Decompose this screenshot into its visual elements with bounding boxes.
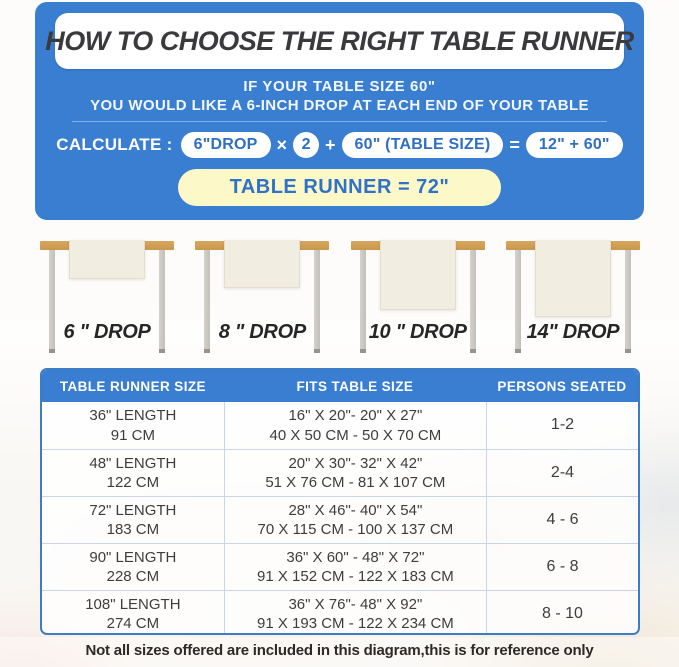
plus-operator: +	[325, 134, 336, 155]
column-header-fits-table: FITS TABLE SIZE	[296, 378, 414, 394]
runner-size-cell	[42, 402, 224, 449]
persons-seated-cell: 6 - 8	[486, 544, 638, 590]
runner-length-in: 36" LENGTH	[89, 407, 177, 424]
drop-pill: 6"DROP	[181, 132, 271, 158]
fits-table-cell	[224, 450, 486, 496]
table-runner	[380, 240, 456, 310]
fits-table-cell	[224, 402, 486, 449]
drop-label: 10 " DROP	[368, 321, 467, 343]
table-figure-6-drop	[40, 241, 174, 363]
fits-range-cm: 91 X 193 CM - 122 X 234 CM	[257, 615, 454, 632]
runner-size-cell	[42, 591, 224, 635]
table-row	[42, 402, 638, 449]
runner-size-cell	[42, 497, 224, 543]
column-header-runner-size: TABLE RUNNER SIZE	[59, 378, 206, 394]
runner-length-in: 48" LENGTH	[89, 454, 177, 472]
fits-range-cm: 91 X 152 CM - 122 X 183 CM	[257, 568, 454, 585]
runner-length-cm: 122 CM	[106, 474, 160, 491]
table-runner	[224, 240, 300, 288]
persons-seated-cell: 2-4	[486, 450, 638, 496]
title-box	[45, 13, 634, 69]
multiplier-badge: 2	[293, 132, 319, 158]
table-runner	[535, 240, 611, 317]
banner-divider	[72, 121, 607, 122]
runner-size-cell	[42, 544, 224, 590]
table-figure-14-drop	[506, 241, 640, 363]
fits-table-cell	[224, 591, 486, 635]
table-row	[42, 543, 638, 590]
fits-range-cm: 70 X 115 CM - 100 X 137 CM	[257, 521, 454, 538]
fits-range-cm: 51 X 76 CM - 81 X 107 CM	[265, 474, 446, 491]
persons-seated-cell: 8 - 10	[486, 591, 638, 635]
column-header-persons: PERSONS SEATED	[497, 378, 627, 394]
sum-pill: 12" + 60"	[526, 132, 623, 158]
drop-label: 6 " DROP	[63, 321, 151, 343]
runner-size-cell	[42, 450, 224, 496]
calculate-label: CALCULATE :	[56, 135, 173, 154]
runner-length-in: 90" LENGTH	[89, 548, 177, 566]
header-banner	[35, 2, 644, 220]
fits-range-in: 28" X 46"- 40" X 54"	[288, 501, 423, 519]
runner-length-cm: 91 CM	[110, 426, 155, 444]
persons-seated-cell: 1-2	[486, 402, 638, 449]
runner-length-cm: 183 CM	[106, 521, 160, 538]
intro-line-2: YOU WOULD LIKE A 6-INCH DROP AT EACH END OF YOUR TABLE	[90, 97, 589, 114]
table-row	[42, 449, 638, 496]
size-reference-table	[40, 368, 640, 635]
table-header-row	[42, 370, 638, 402]
runner-length-cm: 274 CM	[106, 615, 160, 632]
persons-seated-cell: 4 - 6	[486, 497, 638, 543]
fits-range-in: 16" X 20"- 20" X 27"	[288, 407, 423, 424]
table-figure-10-drop	[351, 241, 485, 363]
equals-operator: =	[509, 134, 520, 155]
footnote-text: Not all sizes offered are included in this diagram,this is for reference only	[85, 642, 594, 659]
calculation-row	[56, 132, 622, 158]
fits-range-cm: 40 X 50 CM - 50 X 70 CM	[269, 426, 442, 444]
fits-range-in: 20" X 30"- 32" X 42"	[288, 454, 423, 472]
table-row	[42, 496, 638, 543]
table-figure-8-drop	[195, 241, 329, 363]
runner-length-in: 108" LENGTH	[85, 595, 181, 613]
times-operator: ×	[276, 134, 288, 155]
table-runner	[69, 240, 145, 279]
intro-line-1: IF YOUR TABLE SIZE 60"	[243, 78, 436, 95]
runner-length-cm: 228 CM	[106, 568, 160, 585]
page-title: HOW TO CHOOSE THE RIGHT TABLE RUNNER	[45, 25, 634, 56]
drop-label: 8 " DROP	[218, 321, 306, 343]
fits-table-cell	[224, 544, 486, 590]
drop-illustrations	[40, 241, 640, 363]
fits-range-in: 36" X 60" - 48" X 72"	[286, 548, 425, 566]
runner-length-in: 72" LENGTH	[89, 501, 177, 519]
fits-range-in: 36" X 76"- 48" X 92"	[288, 595, 423, 613]
table-size-pill: 60" (TABLE SIZE)	[342, 132, 504, 158]
fits-table-cell	[224, 497, 486, 543]
table-row	[42, 590, 638, 635]
drop-label: 14" DROP	[526, 321, 620, 343]
runner-result-pill: TABLE RUNNER = 72"	[178, 169, 502, 206]
